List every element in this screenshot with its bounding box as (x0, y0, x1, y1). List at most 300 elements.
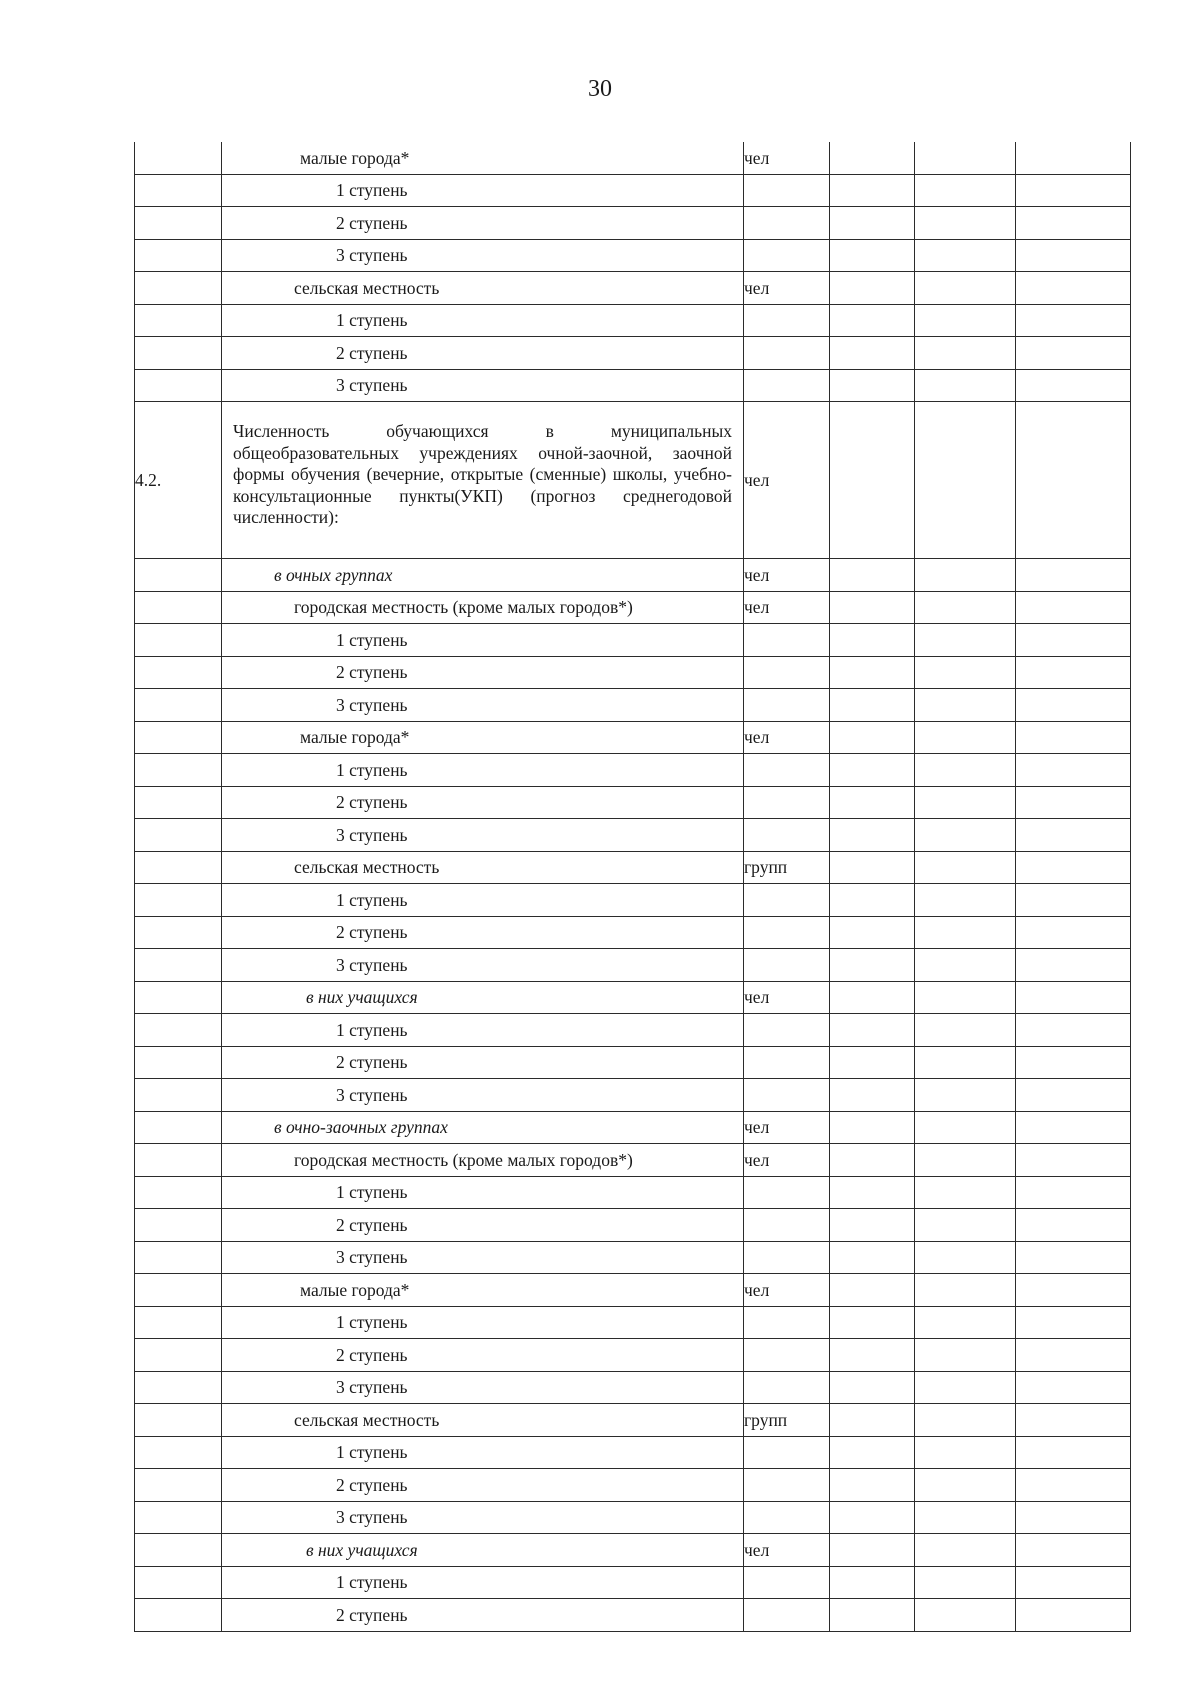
value-cell[interactable] (915, 1339, 1016, 1372)
value-cell[interactable] (915, 624, 1016, 657)
row-label: 1 ступень (222, 884, 744, 917)
value-cell[interactable] (915, 656, 1016, 689)
table-row (135, 754, 1131, 787)
unit-cell (744, 1599, 830, 1632)
row-label: 3 ступень (222, 1079, 744, 1112)
value-cell[interactable] (1016, 304, 1131, 337)
unit-cell (744, 689, 830, 722)
unit-cell (744, 1209, 830, 1242)
row-label: 1 ступень (222, 174, 744, 207)
value-cell[interactable] (915, 207, 1016, 240)
value-cell[interactable] (915, 142, 1016, 174)
table-row (135, 239, 1131, 272)
value-cell[interactable] (915, 1469, 1016, 1502)
table-row (135, 1144, 1131, 1177)
row-label: 3 ступень (222, 369, 744, 402)
value-cell[interactable] (1016, 1599, 1131, 1632)
unit-cell (744, 207, 830, 240)
value-cell[interactable] (1016, 272, 1131, 305)
unit-cell (744, 786, 830, 819)
value-cell[interactable] (915, 884, 1016, 917)
value-cell[interactable] (830, 656, 915, 689)
value-cell[interactable] (830, 1566, 915, 1599)
unit-cell (744, 949, 830, 982)
value-cell[interactable] (1016, 142, 1131, 174)
row-number (135, 1144, 222, 1177)
unit-cell (744, 1046, 830, 1079)
unit-cell (744, 1339, 830, 1372)
value-cell[interactable] (830, 1599, 915, 1632)
table-row (135, 916, 1131, 949)
value-cell[interactable] (1016, 689, 1131, 722)
table-row (135, 786, 1131, 819)
value-cell[interactable] (830, 174, 915, 207)
row-number (135, 884, 222, 917)
table-row (135, 1469, 1131, 1502)
unit-cell: чел (744, 1274, 830, 1307)
value-cell[interactable] (1016, 1274, 1131, 1307)
value-cell[interactable] (915, 559, 1016, 592)
row-number (135, 1079, 222, 1112)
value-cell[interactable] (830, 1404, 915, 1437)
section-4-2 (135, 402, 1131, 559)
table-row (135, 624, 1131, 657)
value-cell[interactable] (1016, 1371, 1131, 1404)
row-description (222, 402, 744, 559)
row-number (135, 786, 222, 819)
value-cell[interactable] (1016, 207, 1131, 240)
row-label: 1 ступень (222, 754, 744, 787)
table-row (135, 337, 1131, 370)
row-number (135, 1176, 222, 1209)
value-cell[interactable] (915, 1534, 1016, 1567)
value-cell[interactable] (915, 1111, 1016, 1144)
value-cell[interactable] (915, 1404, 1016, 1437)
row-label: малые города* (222, 142, 744, 174)
value-cell[interactable] (915, 1566, 1016, 1599)
value-cell[interactable] (915, 1079, 1016, 1112)
row-label: 3 ступень (222, 1371, 744, 1404)
table-row (135, 949, 1131, 982)
value-cell[interactable] (1016, 1339, 1131, 1372)
row-number (135, 689, 222, 722)
value-cell[interactable] (1016, 819, 1131, 852)
table-row (135, 304, 1131, 337)
row-label: 2 ступень (222, 656, 744, 689)
unit-cell (744, 1241, 830, 1274)
row-label: 1 ступень (222, 1014, 744, 1047)
table-row (135, 819, 1131, 852)
value-cell[interactable] (1016, 656, 1131, 689)
value-cell[interactable] (830, 304, 915, 337)
unit-cell: чел (744, 142, 830, 174)
unit-cell: чел (744, 272, 830, 305)
value-cell[interactable] (1016, 981, 1131, 1014)
unit-cell: чел (744, 981, 830, 1014)
value-cell[interactable] (830, 402, 915, 559)
row-number (135, 1306, 222, 1339)
value-cell[interactable] (915, 239, 1016, 272)
value-cell[interactable] (915, 689, 1016, 722)
unit-cell (744, 1014, 830, 1047)
row-label: 2 ступень (222, 1046, 744, 1079)
unit-cell: чел (744, 559, 830, 592)
value-cell[interactable] (1016, 624, 1131, 657)
row-label: 1 ступень (222, 1176, 744, 1209)
row-number (135, 272, 222, 305)
row-number (135, 1241, 222, 1274)
row-number (135, 559, 222, 592)
value-cell[interactable] (1016, 1404, 1131, 1437)
value-cell[interactable] (830, 1241, 915, 1274)
value-cell[interactable] (1016, 1501, 1131, 1534)
value-cell[interactable] (1016, 1111, 1131, 1144)
table-body-before (135, 142, 1131, 402)
value-cell[interactable] (830, 1469, 915, 1502)
value-cell[interactable] (1016, 1014, 1131, 1047)
value-cell[interactable] (830, 624, 915, 657)
row-label: 2 ступень (222, 1209, 744, 1242)
value-cell[interactable] (915, 304, 1016, 337)
value-cell[interactable] (915, 1436, 1016, 1469)
table-row (135, 559, 1131, 592)
row-label: сельская местность (222, 851, 744, 884)
value-cell[interactable] (915, 819, 1016, 852)
value-cell[interactable] (830, 1339, 915, 1372)
value-cell[interactable] (830, 1306, 915, 1339)
value-cell[interactable] (1016, 402, 1131, 559)
row-label: 2 ступень (222, 1339, 744, 1372)
row-label: 2 ступень (222, 1469, 744, 1502)
value-cell[interactable] (830, 916, 915, 949)
value-cell[interactable] (915, 851, 1016, 884)
unit-cell (744, 1469, 830, 1502)
row-label: 1 ступень (222, 1436, 744, 1469)
table-row (135, 1111, 1131, 1144)
value-cell[interactable] (830, 884, 915, 917)
row-number (135, 1111, 222, 1144)
page-number: 30 (588, 76, 612, 102)
value-cell[interactable] (1016, 1144, 1131, 1177)
row-number (135, 916, 222, 949)
row-number (135, 1469, 222, 1502)
value-cell[interactable] (1016, 851, 1131, 884)
table-row (135, 369, 1131, 402)
value-cell[interactable] (915, 337, 1016, 370)
unit-cell: групп (744, 1404, 830, 1437)
row-label: 2 ступень (222, 786, 744, 819)
description-text: Численность обучающихся в муниципальных общеобразовательных учреждениях очной-заочной, заочной формы обучения (вечерние, открытые (сменные) школы, учебно-консультационные пункты(УКП) (прогноз среднегодовой численности): (233, 421, 732, 528)
table-row (135, 689, 1131, 722)
table-row (135, 1566, 1131, 1599)
value-cell[interactable] (915, 1176, 1016, 1209)
row-number (135, 1274, 222, 1307)
value-cell[interactable] (915, 1274, 1016, 1307)
value-cell[interactable] (830, 949, 915, 982)
value-cell[interactable] (830, 1144, 915, 1177)
row-number (135, 1566, 222, 1599)
table-row (135, 174, 1131, 207)
value-cell[interactable] (915, 1046, 1016, 1079)
table-row (135, 142, 1131, 174)
row-label: в очных группах (222, 559, 744, 592)
unit-cell (744, 369, 830, 402)
unit-cell: групп (744, 851, 830, 884)
value-cell[interactable] (830, 369, 915, 402)
row-number: 4.2. (135, 402, 222, 559)
value-cell[interactable] (830, 1176, 915, 1209)
value-cell[interactable] (830, 851, 915, 884)
value-cell[interactable] (915, 591, 1016, 624)
value-cell[interactable] (915, 1599, 1016, 1632)
value-cell[interactable] (1016, 786, 1131, 819)
value-cell[interactable] (830, 559, 915, 592)
row-number (135, 369, 222, 402)
value-cell[interactable] (830, 786, 915, 819)
row-label: городская местность (кроме малых городов*) (222, 1144, 744, 1177)
unit-cell (744, 884, 830, 917)
table-row (135, 851, 1131, 884)
value-cell[interactable] (1016, 559, 1131, 592)
row-number (135, 851, 222, 884)
table-row (135, 1306, 1131, 1339)
value-cell[interactable] (830, 207, 915, 240)
row-label: 3 ступень (222, 1501, 744, 1534)
unit-cell (744, 819, 830, 852)
row-number (135, 1339, 222, 1372)
unit-cell (744, 1306, 830, 1339)
row-number (135, 142, 222, 174)
row-label: 1 ступень (222, 624, 744, 657)
unit-cell (744, 916, 830, 949)
row-number (135, 819, 222, 852)
row-number (135, 981, 222, 1014)
row-number (135, 337, 222, 370)
value-cell[interactable] (915, 721, 1016, 754)
unit-cell (744, 1501, 830, 1534)
unit-cell: чел (744, 1111, 830, 1144)
table-row (135, 591, 1131, 624)
row-label: 1 ступень (222, 1566, 744, 1599)
row-number (135, 1209, 222, 1242)
value-cell[interactable] (915, 1501, 1016, 1534)
row-label: в них учащихся (222, 1534, 744, 1567)
value-cell[interactable] (915, 369, 1016, 402)
value-cell[interactable] (1016, 1306, 1131, 1339)
value-cell[interactable] (830, 1111, 915, 1144)
table-row (135, 1014, 1131, 1047)
table-row (135, 1371, 1131, 1404)
row-number (135, 1371, 222, 1404)
value-cell[interactable] (1016, 1046, 1131, 1079)
table-row (135, 1046, 1131, 1079)
value-cell[interactable] (915, 1306, 1016, 1339)
unit-cell (744, 337, 830, 370)
value-cell[interactable] (915, 1014, 1016, 1047)
value-cell[interactable] (915, 174, 1016, 207)
row-number (135, 754, 222, 787)
table-row (135, 1339, 1131, 1372)
unit-cell (744, 1371, 830, 1404)
row-number (135, 304, 222, 337)
table-row (135, 1534, 1131, 1567)
value-cell[interactable] (1016, 174, 1131, 207)
row-label: 3 ступень (222, 239, 744, 272)
value-cell[interactable] (830, 1014, 915, 1047)
value-cell[interactable] (1016, 1241, 1131, 1274)
row-number (135, 207, 222, 240)
value-cell[interactable] (830, 981, 915, 1014)
table-row (135, 1079, 1131, 1112)
table-row (135, 1436, 1131, 1469)
row-number (135, 1534, 222, 1567)
value-cell[interactable] (830, 591, 915, 624)
value-cell[interactable] (830, 1046, 915, 1079)
row-number (135, 1014, 222, 1047)
unit-cell: чел (744, 1534, 830, 1567)
value-cell[interactable] (1016, 754, 1131, 787)
table-row (135, 1176, 1131, 1209)
row-label: городская местность (кроме малых городов*) (222, 591, 744, 624)
value-cell[interactable] (915, 1371, 1016, 1404)
table-row (135, 1599, 1131, 1632)
unit-cell: чел (744, 1144, 830, 1177)
value-cell[interactable] (1016, 591, 1131, 624)
row-label: 1 ступень (222, 304, 744, 337)
value-cell[interactable] (1016, 369, 1131, 402)
table-row (135, 272, 1131, 305)
value-cell[interactable] (830, 239, 915, 272)
unit-cell: чел (744, 591, 830, 624)
row-number (135, 949, 222, 982)
table-body-after (135, 559, 1131, 1632)
value-cell[interactable] (915, 402, 1016, 559)
unit-cell (744, 304, 830, 337)
value-cell[interactable] (1016, 916, 1131, 949)
value-cell[interactable] (915, 916, 1016, 949)
unit-cell (744, 656, 830, 689)
value-cell[interactable] (915, 272, 1016, 305)
row-label: сельская местность (222, 1404, 744, 1437)
data-table (134, 142, 1131, 1632)
row-label: 3 ступень (222, 1241, 744, 1274)
row-number (135, 1436, 222, 1469)
unit-cell (744, 1436, 830, 1469)
value-cell[interactable] (830, 1436, 915, 1469)
row-label: 3 ступень (222, 949, 744, 982)
row-number (135, 174, 222, 207)
table-row (135, 1274, 1131, 1307)
value-cell[interactable] (830, 689, 915, 722)
value-cell[interactable] (830, 819, 915, 852)
value-cell[interactable] (830, 1079, 915, 1112)
value-cell[interactable] (1016, 1176, 1131, 1209)
table-row (135, 721, 1131, 754)
row-label: сельская местность (222, 272, 744, 305)
value-cell[interactable] (1016, 1534, 1131, 1567)
value-cell[interactable] (1016, 949, 1131, 982)
value-cell[interactable] (915, 1241, 1016, 1274)
value-cell[interactable] (1016, 1469, 1131, 1502)
row-number (135, 1046, 222, 1079)
value-cell[interactable] (915, 1144, 1016, 1177)
value-cell[interactable] (830, 1371, 915, 1404)
value-cell[interactable] (830, 1274, 915, 1307)
value-cell[interactable] (1016, 721, 1131, 754)
value-cell[interactable] (915, 786, 1016, 819)
value-cell[interactable] (915, 949, 1016, 982)
value-cell[interactable] (1016, 1436, 1131, 1469)
row-number (135, 239, 222, 272)
row-label: 2 ступень (222, 916, 744, 949)
row-label: 3 ступень (222, 819, 744, 852)
value-cell[interactable] (1016, 337, 1131, 370)
row-label: в них учащихся (222, 981, 744, 1014)
row-number (135, 721, 222, 754)
table-row (135, 1501, 1131, 1534)
value-cell[interactable] (915, 754, 1016, 787)
table-row (135, 207, 1131, 240)
unit-cell: чел (744, 402, 830, 559)
row-number (135, 1599, 222, 1632)
value-cell[interactable] (830, 272, 915, 305)
unit-cell (744, 754, 830, 787)
table-row (135, 981, 1131, 1014)
row-label: малые города* (222, 721, 744, 754)
value-cell[interactable] (830, 754, 915, 787)
value-cell[interactable] (830, 721, 915, 754)
table-row (135, 884, 1131, 917)
value-cell[interactable] (830, 1534, 915, 1567)
row-label: малые города* (222, 1274, 744, 1307)
row-label: 3 ступень (222, 689, 744, 722)
row-label: 1 ступень (222, 1306, 744, 1339)
value-cell[interactable] (830, 142, 915, 174)
row-label: 2 ступень (222, 207, 744, 240)
value-cell[interactable] (1016, 239, 1131, 272)
value-cell[interactable] (1016, 884, 1131, 917)
value-cell[interactable] (1016, 1209, 1131, 1242)
row-number (135, 656, 222, 689)
row-label: 2 ступень (222, 1599, 744, 1632)
row-label: в очно-заочных группах (222, 1111, 744, 1144)
row-number (135, 591, 222, 624)
unit-cell (744, 174, 830, 207)
unit-cell (744, 624, 830, 657)
unit-cell (744, 1176, 830, 1209)
value-cell[interactable] (830, 1501, 915, 1534)
row-number (135, 1404, 222, 1437)
table-row (135, 1209, 1131, 1242)
table-row (135, 656, 1131, 689)
row-label: 2 ступень (222, 337, 744, 370)
unit-cell: чел (744, 721, 830, 754)
row-number (135, 624, 222, 657)
unit-cell (744, 239, 830, 272)
table-row (135, 1241, 1131, 1274)
value-cell[interactable] (1016, 1566, 1131, 1599)
row-number (135, 1501, 222, 1534)
unit-cell (744, 1566, 830, 1599)
value-cell[interactable] (830, 337, 915, 370)
unit-cell (744, 1079, 830, 1112)
table-row (135, 1404, 1131, 1437)
value-cell[interactable] (915, 1209, 1016, 1242)
value-cell[interactable] (915, 981, 1016, 1014)
value-cell[interactable] (1016, 1079, 1131, 1112)
table-row (135, 402, 1131, 559)
value-cell[interactable] (830, 1209, 915, 1242)
